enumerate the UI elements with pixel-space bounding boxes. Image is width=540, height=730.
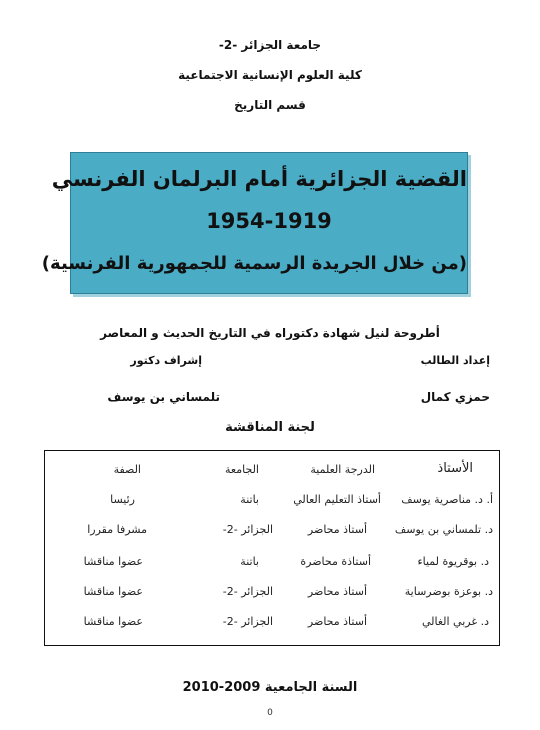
committee-member-university: الجزائر -2- (222, 523, 273, 536)
committee-member-name: أ. د. مناصرية يوسف (401, 493, 493, 506)
thesis-title-years: 1954-1919 (206, 209, 332, 233)
committee-table (44, 450, 500, 646)
student-name: حمزي كمال (420, 390, 490, 404)
committee-member-university: باتنة (240, 555, 259, 568)
page-number: 0 (267, 708, 273, 718)
faculty-name: كلية العلوم الإنسانية الاجتماعية (178, 68, 362, 82)
thesis-title-box (41, 152, 468, 294)
thesis-title-subtitle: (من خلال الجريدة الرسمية للجمهورية الفرنسية) (41, 253, 467, 274)
thesis-degree: أطروحة لنيل شهادة دكتوراه في التاريخ الحديث و المعاصر (100, 326, 440, 340)
committee-member-role: عضوا مناقشا (83, 555, 143, 568)
committee-title: لجنة المناقشة (225, 420, 315, 435)
committee-member-university: الجزائر -2- (222, 615, 273, 628)
col-header-role: الصفة (113, 463, 141, 476)
university-name: جامعة الجزائر -2- (218, 38, 322, 52)
committee-member-university: باتنة (240, 493, 259, 506)
committee-member-university: الجزائر -2- (222, 585, 273, 598)
committee-member-rank: أستاذ التعليم العالي (293, 493, 381, 506)
committee-member-rank: أستاذ محاضر (307, 585, 367, 598)
col-header-university: الجامعة (225, 463, 259, 476)
department-name: قسم التاريخ (234, 98, 306, 112)
committee-member-role: عضوا مناقشا (83, 585, 143, 598)
academic-year: السنة الجامعية 2009-2010 (182, 680, 358, 695)
student-label: إعداد الطالب (420, 354, 490, 367)
committee-member-role: رئيسا (110, 493, 135, 506)
committee-member-rank: أستاذ محاضر (307, 615, 367, 628)
supervisor-name: تلمساني بن يوسف (107, 390, 220, 404)
committee-member-name: د. تلمساني بن يوسف (394, 523, 493, 536)
col-header-rank: الدرجة العلمية (310, 463, 375, 476)
committee-member-rank: أستاذ محاضر (307, 523, 367, 536)
committee-member-name: د. بوقريوة لمياء (417, 555, 489, 568)
committee-member-name: د. غربي الغالي (421, 615, 489, 628)
col-header-professor: الأستاذ (437, 461, 473, 476)
committee-member-rank: أستاذة محاضرة (300, 555, 371, 568)
committee-member-role: عضوا مناقشا (83, 615, 143, 628)
committee-member-role: مشرفا مقررا (87, 523, 147, 536)
supervisor-label: إشراف دكتور (130, 354, 202, 367)
thesis-title-line1: القضية الجزائرية أمام البرلمان الفرنسي (51, 167, 467, 191)
committee-member-name: د. بوعزة بوضرساية (404, 585, 493, 598)
